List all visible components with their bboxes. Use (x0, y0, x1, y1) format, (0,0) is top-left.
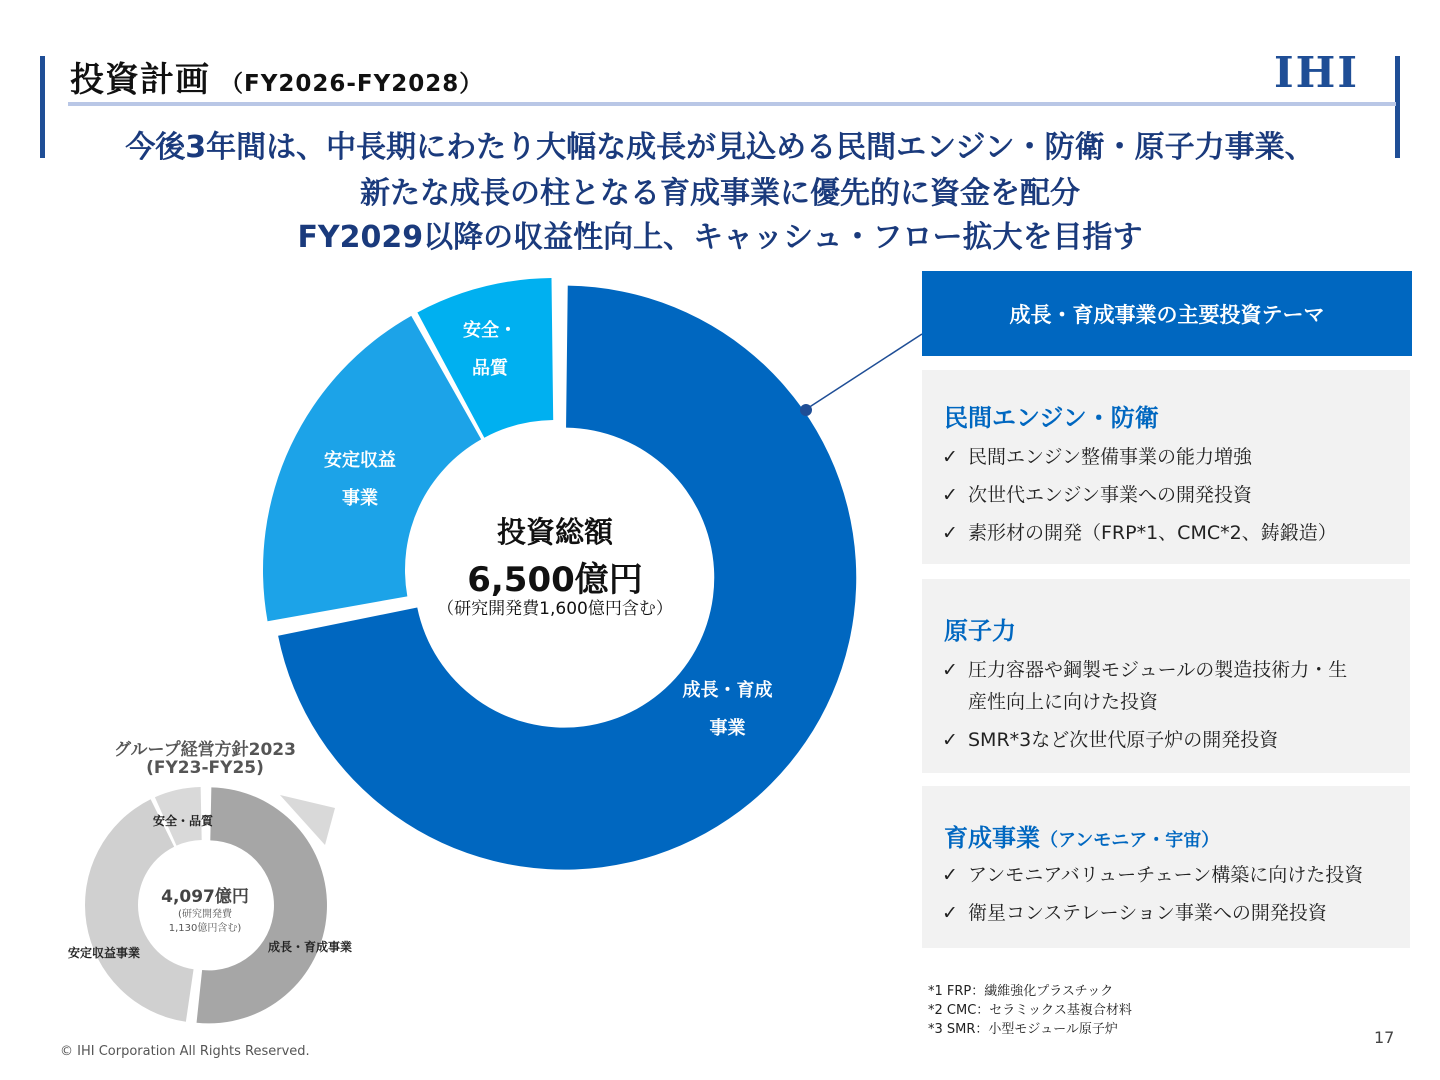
copyright-text: © IHI Corporation All Rights Reserved. (60, 1044, 310, 1059)
company-logo: IHI (1274, 48, 1359, 97)
segment-label-stable-line1: 安定収益 (324, 450, 396, 471)
segment-label-safety (445, 312, 535, 388)
total-investment-amount: 6,500億円 (467, 560, 643, 600)
theme-card-title-main: 育成事業 (944, 824, 1040, 852)
headline-line-1: 今後3年間は、中長期にわたり大幅な成長が見込める民間エンジン・防衛・原子力事業、 (125, 130, 1315, 165)
total-investment-label: 投資総額 (496, 515, 613, 549)
headline-line-3: FY2029以降の収益性向上、キャッシュ・フロー拡大を目指す (297, 220, 1143, 255)
themes-header: 成長・育成事業の主要投資テーマ (922, 271, 1412, 356)
theme-item-text: 民間エンジン整備事業の能力増強 (968, 446, 1253, 468)
segment-label-growth-line2: 事業 (709, 718, 746, 739)
theme-card-incubation (922, 786, 1410, 948)
previous-plan-note-2: 1,130億円含む) (168, 923, 242, 934)
previous-plan-title: グループ経営方針2023 (114, 740, 296, 760)
total-investment-note: （研究開発費1,600億円含む） (437, 599, 673, 619)
theme-card-engine-defense (922, 370, 1410, 564)
theme-item-text: 圧力容器や鋼製モジュールの製造技術力・生 (968, 659, 1348, 681)
previous-plan-note-1: (研究開発費 (178, 909, 232, 920)
footnote-1: *1 FRP：繊維強化プラスチック (928, 984, 1114, 999)
check-icon: ✓ (942, 484, 958, 506)
previous-label-stable: 安定収益事業 (68, 946, 141, 960)
previous-plan-period: (FY23-FY25) (146, 758, 264, 778)
segment-label-growth-line1: 成長・育成 (682, 680, 773, 701)
theme-item-text: アンモニアバリューチェーン構築に向けた投資 (968, 864, 1364, 886)
theme-item (942, 440, 1252, 474)
theme-card-title (944, 818, 1219, 853)
segment-label-stable-line2: 事業 (342, 488, 378, 509)
theme-item-continuation (942, 685, 1158, 719)
callout-dot (800, 404, 812, 416)
theme-item (942, 478, 1252, 512)
theme-card-title-sub: （アンモニア・宇宙） (1040, 830, 1220, 851)
segment-label-stable (295, 442, 425, 518)
theme-item-text: 衛星コンステレーション事業への開発投資 (968, 902, 1327, 924)
headline-line-2: 新たな成長の柱となる育成事業に優先的に資金を配分 (360, 176, 1080, 211)
check-icon: ✓ (942, 659, 958, 681)
theme-card-nuclear (922, 579, 1410, 773)
page-title-period: （FY2026-FY2028） (220, 71, 484, 97)
theme-item-text: 次世代エンジン事業への開発投資 (968, 484, 1253, 506)
previous-plan-amount: 4,097億円 (161, 887, 249, 907)
page-title-main: 投資計画 (70, 60, 210, 100)
theme-card-title: 民間エンジン・防衛 (944, 404, 1159, 432)
theme-item (942, 723, 1278, 757)
check-icon: ✓ (942, 902, 958, 924)
callout-line (808, 334, 922, 408)
theme-item (942, 896, 1327, 930)
theme-item-text: SMR*3など次世代原子炉の開発投資 (968, 729, 1279, 751)
check-icon: ✓ (942, 864, 958, 886)
check-icon: ✓ (942, 446, 958, 468)
theme-item (942, 653, 1347, 687)
footnote-3: *3 SMR：小型モジュール原子炉 (928, 1022, 1118, 1037)
theme-item-text: 素形材の開発（FRP*1、CMC*2、鋳鍛造） (968, 522, 1337, 544)
theme-item-text: 産性向上に向けた投資 (968, 691, 1159, 713)
check-icon: ✓ (942, 522, 958, 544)
footnote-2: *2 CMC：セラミックス基複合材料 (928, 1003, 1132, 1018)
theme-item (942, 516, 1337, 550)
previous-label-safety: 安全・品質 (153, 814, 214, 828)
segment-label-growth (660, 672, 795, 748)
segment-label-safety-line1: 安全・ (463, 320, 517, 341)
previous-label-growth: 成長・育成事業 (268, 940, 353, 954)
page-number: 17 (1374, 1028, 1395, 1047)
theme-item (942, 858, 1363, 892)
theme-card-title: 原子力 (944, 617, 1016, 645)
check-icon: ✓ (942, 729, 958, 751)
segment-label-safety-line2: 品質 (472, 358, 508, 379)
